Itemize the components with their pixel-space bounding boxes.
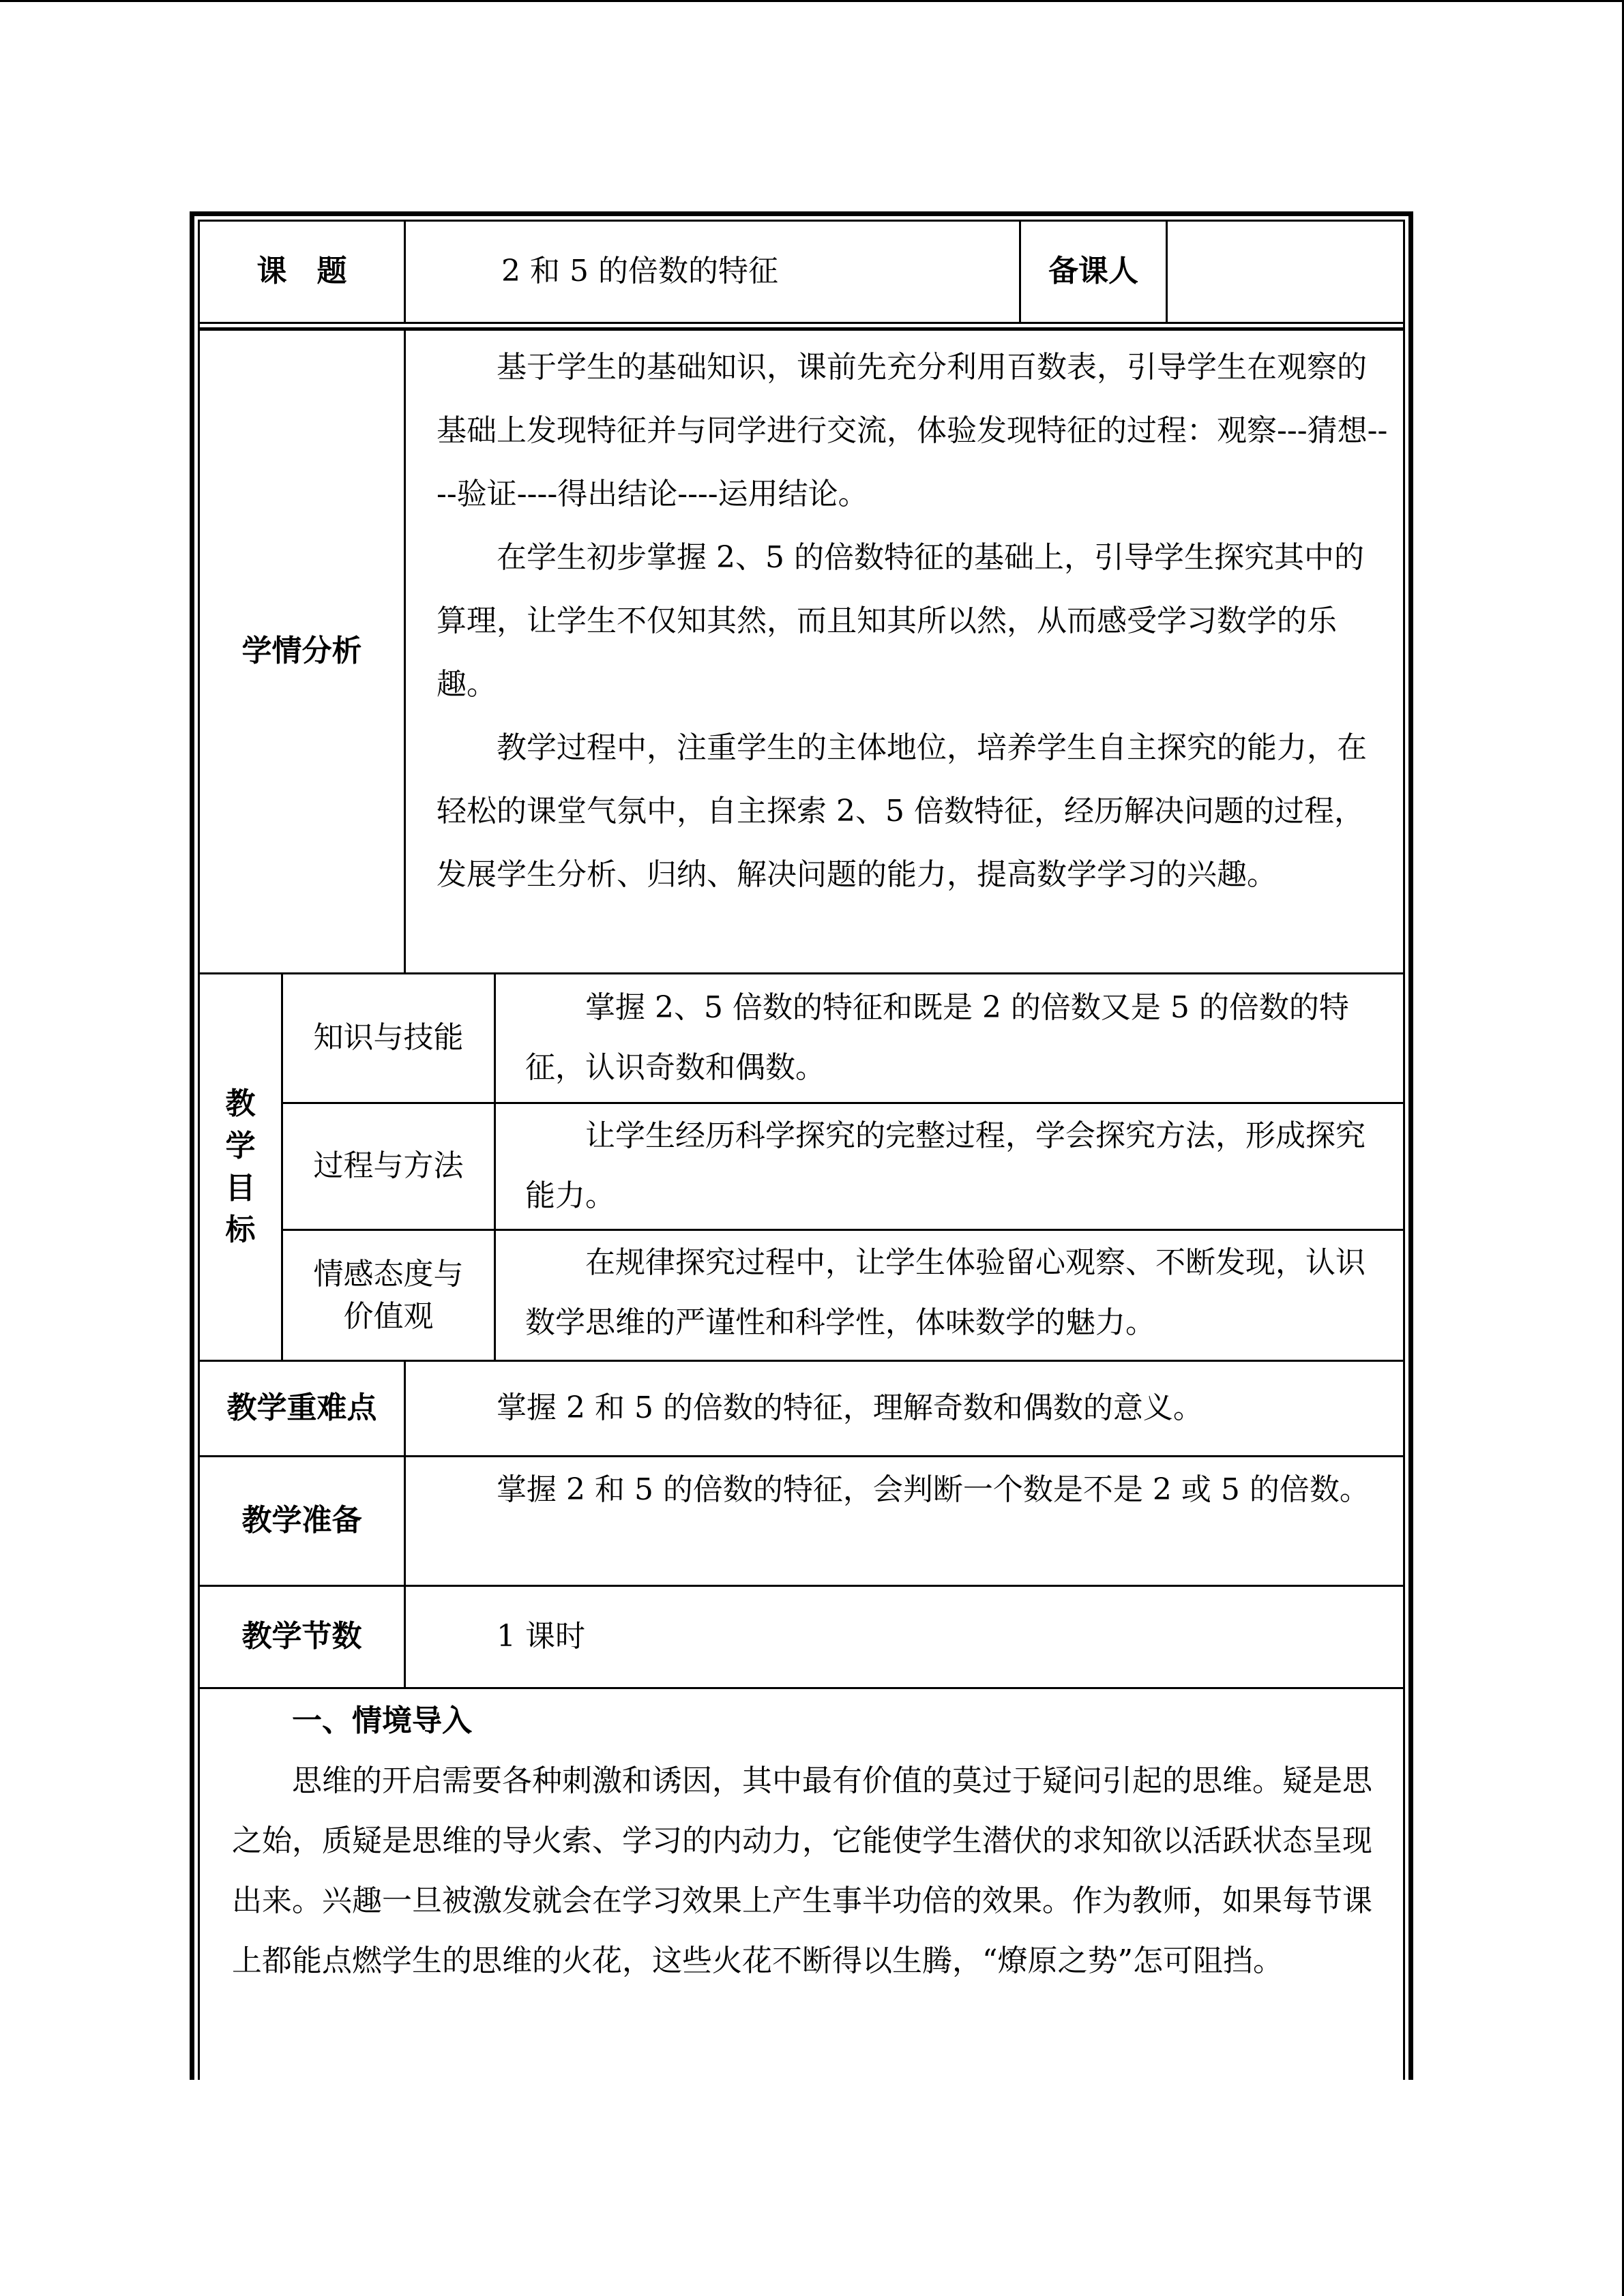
intro-section: [232, 1691, 1391, 1991]
analysis-paragraph: 教学过程中，注重学生的主体地位，培养学生自主探究的能力，在轻松的课堂气氛中，自主探索 2、5 倍数特征，经历解决问题的过程，发展学生分析、归纳、解决问题的能力，提高数学学习的兴趣。: [437, 730, 1367, 892]
col-divider-analysis: [404, 331, 406, 974]
periods-paragraph: 1 课时: [497, 1619, 585, 1654]
title-row-divider-1: [198, 322, 1405, 324]
goal-emotion-text: [525, 1233, 1391, 1353]
goals-label-char: 标: [225, 1212, 256, 1248]
goals-label-char: 教: [225, 1086, 256, 1122]
preparation-paragraph: 掌握 2 和 5 的倍数的特征，会判断一个数是不是 2 或 5 的倍数。: [497, 1472, 1370, 1507]
preparer-value: [1168, 222, 1403, 322]
col-divider-lower: [404, 1360, 406, 1689]
goal-emotion-paragraph: 在规律探究过程中，让学生体验留心观察、不断发现，认识数学思维的严谨性和科学性，体味数学的魅力。: [525, 1245, 1365, 1340]
title-value: 2 和 5 的倍数的特征: [501, 254, 778, 289]
goals-label-char: 学: [225, 1128, 256, 1163]
table-right-border-outer: [1408, 211, 1413, 2080]
preparation-text: [437, 1459, 1391, 1521]
goal-knowledge-text: [525, 978, 1391, 1098]
analysis-paragraph: 在学生初步掌握 2、5 的倍数特征的基础上，引导学生探究其中的算理，让学生不仅知其然，而且知其所以然，从而感受学习数学的乐趣。: [437, 540, 1364, 702]
goal-process-text: [525, 1106, 1391, 1226]
preparation-label: 教学准备: [241, 1503, 362, 1538]
keypoints-text: [437, 1362, 1391, 1455]
analysis-label: 学情分析: [241, 633, 362, 669]
table-right-border-inner: [1403, 220, 1405, 2080]
intro-heading: 一、情境导入: [292, 1703, 472, 1738]
page-top-border: [0, 0, 1624, 2]
keypoints-paragraph: 掌握 2 和 5 的倍数的特征，理解奇数和偶数的意义。: [497, 1390, 1203, 1426]
table-left-border-outer: [190, 211, 194, 2080]
analysis-content: [437, 336, 1391, 906]
keypoints-label: 教学重难点: [226, 1390, 377, 1426]
table-top-border-outer: [190, 211, 1413, 216]
col-divider-title-label: [404, 220, 406, 324]
analysis-paragraph: 基于学生的基础知识，课前先充分利用百数表，引导学生在观察的基础上发现特征并与同学进行交流，体验发现特征的过程：观察---猜想----验证----得出结论----运用结论。: [437, 350, 1388, 511]
row-divider-periods: [198, 1687, 1405, 1689]
goals-label-char: 目: [225, 1170, 256, 1206]
goal-knowledge-label: 知识与技能: [313, 1020, 464, 1056]
goal-knowledge-paragraph: 掌握 2、5 倍数的特征和既是 2 的倍数又是 5 的倍数的特征，认识奇数和偶数。: [525, 990, 1349, 1085]
goal-emotion-label-line: 情感态度与: [313, 1256, 464, 1292]
periods-text: [437, 1587, 1391, 1687]
preparer-label: 备课人: [1048, 254, 1138, 289]
goal-emotion-label: [283, 1231, 494, 1360]
periods-label: 教学节数: [241, 1619, 362, 1654]
col-divider-goals-2: [494, 972, 496, 1362]
intro-paragraph: 思维的开启需要各种刺激和诱因，其中最有价值的莫过于疑问引起的思维。疑是思之始，质疑是思维的导火索、学习的内动力，它能使学生潜伏的求知欲以活跃状态呈现出来。兴趣一旦被激发就会在学习效果上产生事半功倍的效果。作为教师，如果每节课上都能点燃学生的思维的火花，这些火花不断得以生腾，“燎原之势”怎可阻挡。: [232, 1763, 1372, 1978]
goal-process-label: 过程与方法: [313, 1148, 464, 1184]
goal-process-paragraph: 让学生经历科学探究的完整过程，学会探究方法，形成探究能力。: [525, 1118, 1365, 1213]
title-label: 课 题: [256, 254, 347, 289]
goal-emotion-label-line: 价值观: [343, 1298, 434, 1334]
goals-label: [200, 974, 281, 1360]
